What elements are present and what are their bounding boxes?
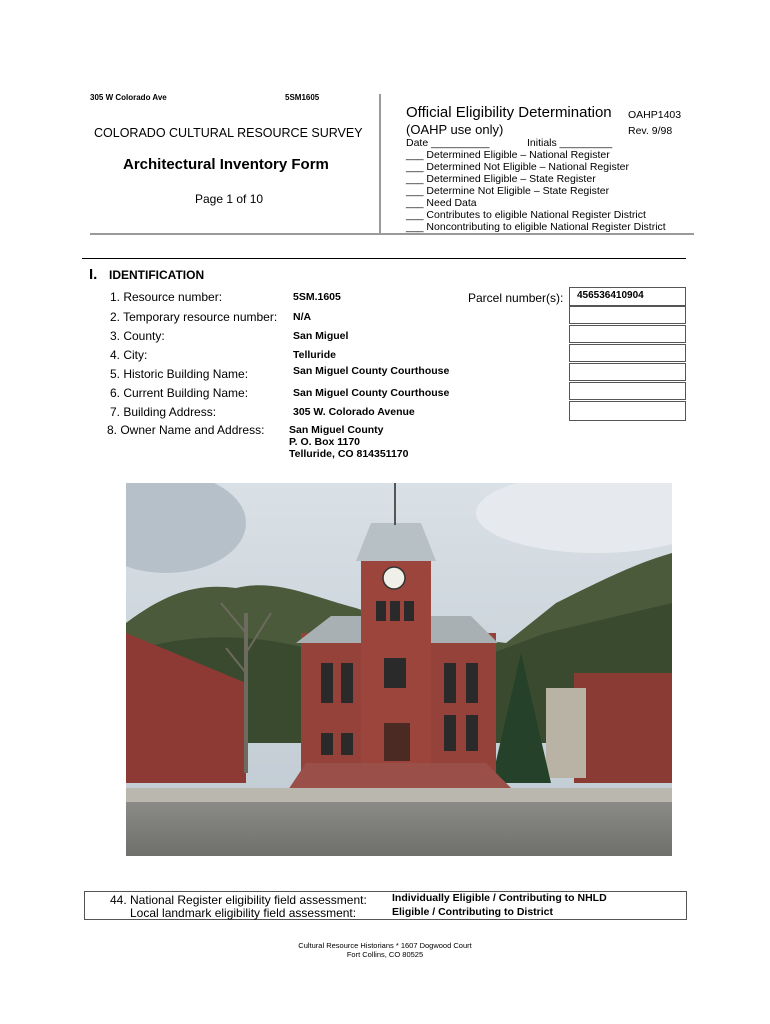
field-value: San Miguel County Courthouse [293, 387, 450, 399]
field-value: 305 W. Colorado Avenue [293, 406, 415, 418]
oahp-form-code: OAHP1403 [628, 109, 682, 121]
field-label: 4. City: [110, 348, 148, 362]
parcel-number-box [569, 363, 686, 381]
owner-line: P. O. Box 1170 [289, 436, 361, 448]
owner-line: Telluride, CO 814351170 [289, 448, 409, 460]
header-divider [379, 94, 381, 234]
field-value: San Miguel [293, 330, 349, 342]
section-title: IDENTIFICATION [109, 268, 205, 282]
field-label: 1. Resource number: [110, 290, 223, 304]
footer-line-2: Fort Collins, CO 80525 [346, 950, 424, 959]
parcel-number-box [569, 344, 686, 362]
nr-assessment-label: 44. National Register eligibility field assessment: [110, 893, 367, 907]
oahp-item: ___ Need Data [406, 197, 477, 209]
field-label: 6. Current Building Name: [110, 386, 249, 400]
form-title: Architectural Inventory Form [123, 156, 329, 173]
oahp-item: ___ Determined Eligible – State Register [406, 173, 596, 185]
field-value: N/A [293, 311, 312, 323]
header-address: 305 W Colorado Ave [90, 93, 167, 102]
oahp-revision: Rev. 9/98 [628, 125, 673, 137]
header-bottom-rule [90, 233, 694, 235]
section-rule [82, 258, 686, 259]
oahp-initials: Initials _________ [527, 137, 613, 149]
oahp-item: ___ Determined Eligible – National Register [406, 149, 610, 161]
courthouse-photo [126, 483, 672, 856]
nr-assessment-value: Individually Eligible / Contributing to NHLD [392, 892, 607, 904]
section-number: I. [89, 266, 98, 283]
field-label: 7. Building Address: [110, 405, 217, 419]
field-value: Telluride [293, 349, 336, 361]
oahp-date: Date __________ [406, 137, 490, 149]
oahp-item: ___ Noncontributing to eligible National Register District [406, 221, 666, 233]
local-assessment-label: Local landmark eligibility field assessment: [130, 906, 357, 920]
parcel-number: 456536410904 [577, 290, 644, 301]
parcel-number-box [569, 287, 686, 306]
owner-label: 8. Owner Name and Address: [107, 423, 265, 437]
oahp-subtitle: (OAHP use only) [406, 122, 504, 137]
parcel-number-box [569, 401, 686, 421]
parcel-label: Parcel number(s): [468, 291, 564, 305]
oahp-item: ___ Determined Not Eligible – National Register [406, 161, 629, 173]
field-label: 5. Historic Building Name: [110, 367, 249, 381]
field-label: 3. County: [110, 329, 165, 343]
survey-title: COLORADO CULTURAL RESOURCE SURVEY [94, 126, 363, 140]
field-value: San Miguel County Courthouse [293, 365, 450, 377]
field-label: 2. Temporary resource number: [110, 310, 278, 324]
parcel-number-box [569, 382, 686, 400]
oahp-item: ___ Determine Not Eligible – State Register [406, 185, 610, 197]
oahp-item: ___ Contributes to eligible National Register District [406, 209, 646, 221]
field-value: 5SM.1605 [293, 291, 341, 303]
local-assessment-value: Eligible / Contributing to District [392, 906, 553, 918]
owner-line: San Miguel County [289, 424, 384, 436]
footer-line-1: Cultural Resource Historians * 1607 Dogwood Court [298, 941, 472, 950]
parcel-number-box [569, 325, 686, 343]
parcel-number-box [569, 306, 686, 324]
page-indicator: Page 1 of 10 [195, 192, 264, 206]
oahp-title: Official Eligibility Determination [406, 104, 612, 121]
header-site-id: 5SM1605 [285, 93, 320, 102]
